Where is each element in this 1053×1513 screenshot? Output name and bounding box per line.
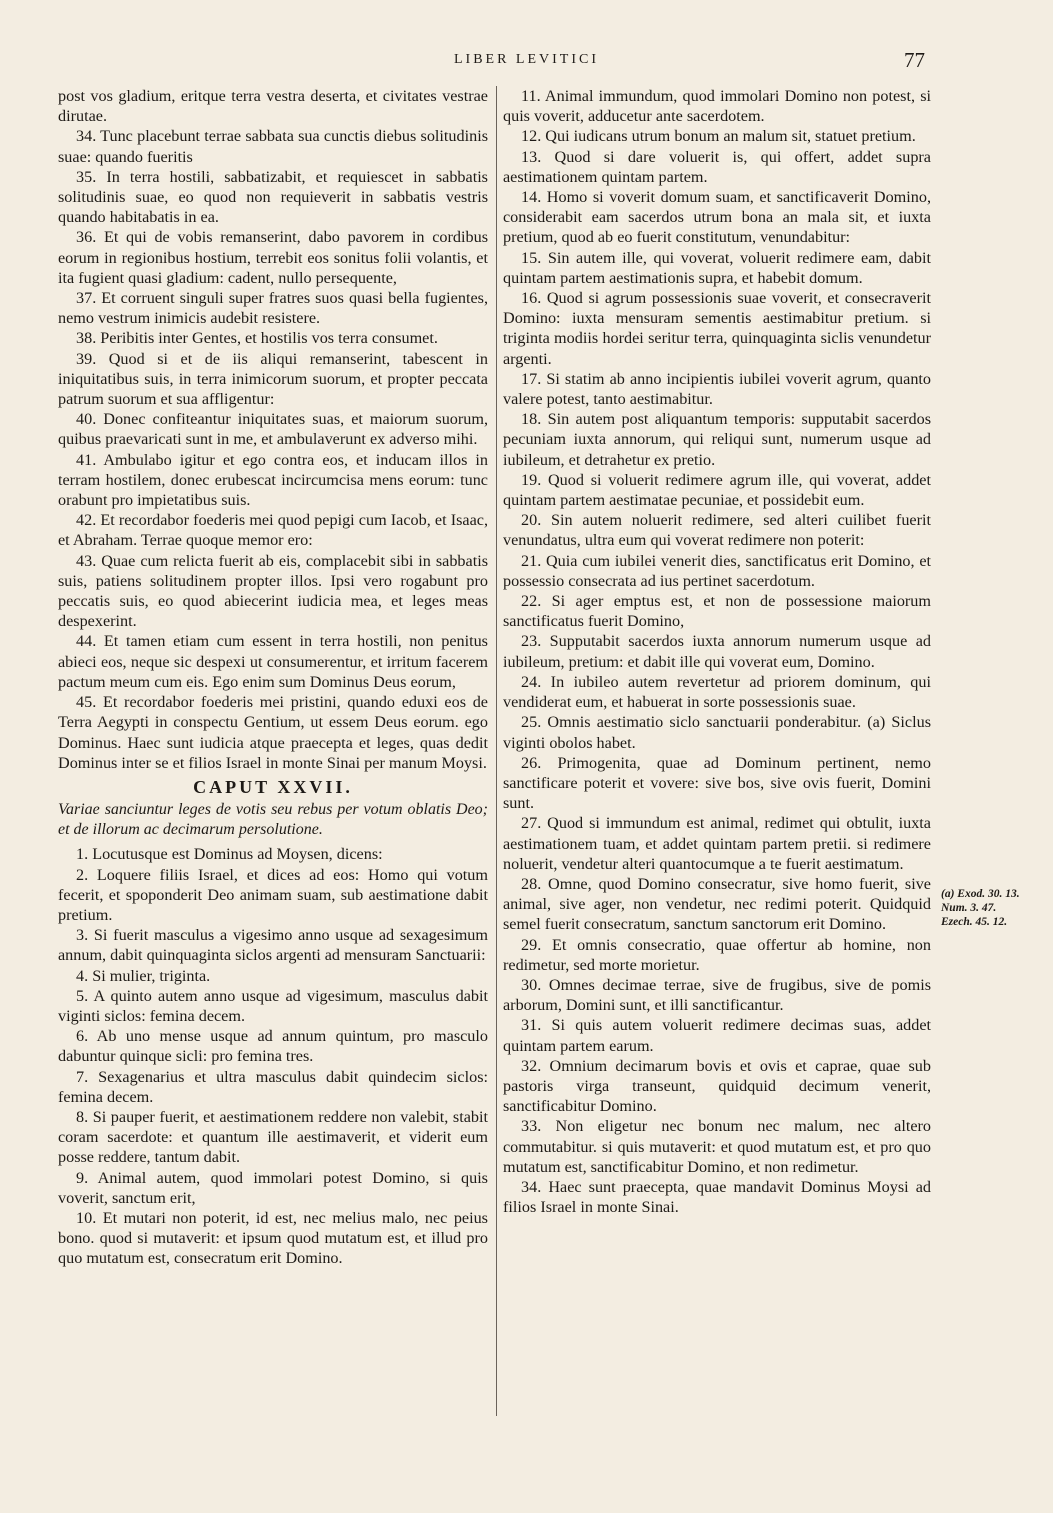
- right-column: [503, 86, 931, 1217]
- verse-paragraph: 4. Si mulier, triginta.: [76, 966, 211, 985]
- left-paragraphs-bottom: [58, 844, 488, 1268]
- verse-paragraph: 2. Loquere filiis Israel, et dices ad eos: Homo qui votum fecerit, et spoponderit Deo animam suam, sub aestimatione dabit pretium.: [58, 865, 488, 924]
- verse-paragraph: 23. Supputabit sacerdos iuxta annorum numerum usque ad iubileum, pretium: et dabit ille qui voverat eum, Domino.: [503, 632, 931, 671]
- verse-paragraph: 9. Animal autem, quod immolari potest Domino, si quis voverit, sanctum erit,: [58, 1168, 488, 1207]
- chapter-summary: Variae sanciuntur leges de votis seu rebus per votum oblatis Deo; et de illorum ac decimarum persolutione.: [58, 800, 488, 839]
- verse-paragraph: 13. Quod si dare voluerit is, qui offert, addet supra aestimationem quintam partem.: [503, 147, 931, 186]
- verse-paragraph: 36. Et qui de vobis remanserint, dabo pavorem in cordibus eorum in regionibus hostium, terrebit eos sonitus folii volantis, et ita fugient quasi gladium: cadent, nullo persequente,: [58, 228, 488, 287]
- running-header: LIBER LEVITICI: [453, 52, 600, 67]
- column-divider: [496, 86, 497, 1416]
- verse-paragraph: 28. Omne, quod Domino consecratur, sive homo fuerit, sive animal, sive ager, non vendetur, nec redimi poterit. Quidquid semel fuerit consecratum, sanctum sanctorum erit Domino.: [503, 874, 931, 934]
- verse-paragraph: 27. Quod si immundum est animal, redimet qui obtulit, iuxta aestimationem tuam, et addet quintam partem pretii. si redimere noluerit, vendetur alteri quantocumque a te fuerit aestimatum.: [503, 814, 931, 873]
- verse-paragraph: 38. Peribitis inter Gentes, et hostilis vos terra consumet.: [76, 329, 438, 348]
- verse-paragraph: 37. Et corruent singuli super fratres suos quasi bella fugientes, nemo vestrum inimicis audebit resistere.: [58, 289, 488, 328]
- verse-paragraph: 15. Sin autem ille, qui voverat, voluerit redimere eam, dabit quintam partem aestimationis supra, et habebit domum.: [503, 248, 931, 287]
- verse-paragraph: 32. Omnium decimarum bovis et ovis et caprae, quae sub pastoris virga transeunt, quidquid decimum venerit, sanctificabitur Domino.: [503, 1056, 931, 1116]
- verse-paragraph: 12. Qui iudicans utrum bonum an malum sit, statuet pretium.: [521, 127, 916, 146]
- verse-paragraph: 18. Sin autem post aliquantum temporis: supputabit sacerdos pecuniam iuxta annorum, qui reliqui sunt, numerum usque ad iubileum, et detrahetur ex pretio.: [503, 410, 931, 469]
- verse-paragraph: 26. Primogenita, quae ad Dominum pertinent, nemo sanctificare poterit et vovere: sive bos, sive ovis fuerit, Domini sunt.: [503, 753, 931, 813]
- verse-paragraph: 34. Tunc placebunt terrae sabbata sua cunctis diebus solitudinis suae: quando fueritis: [58, 127, 488, 166]
- verse-paragraph: post vos gladium, eritque terra vestra deserta, et civitates vestrae dirutae.: [58, 87, 488, 126]
- verse-paragraph: 42. Et recordabor foederis mei quod pepigi cum Iacob, et Isaac, et Abraham. Terrae quoque memor ero:: [58, 511, 488, 550]
- verse-paragraph: 16. Quod si agrum possessionis suae voverit, et consecraverit Domino: iuxta mensuram sementis aestimabitur pretium. si triginta modiis hordei seritur terra, quinquaginta siclis venundetur argenti.: [503, 289, 931, 368]
- verse-paragraph: 24. In iubileo autem revertetur ad priorem dominum, qui vendiderat eum, et habuerat in sorte possessionis suae.: [503, 672, 931, 712]
- verse-paragraph: 8. Si pauper fuerit, et aestimationem reddere non valebit, stabit coram sacerdote: et quantum ille aestimaverit, et viderit eum posse reddere, tantum dabit.: [58, 1107, 488, 1167]
- verse-paragraph: 7. Sexagenarius et ultra masculus dabit quindecim siclos: femina decem.: [58, 1067, 488, 1106]
- verse-paragraph: 34. Haec sunt praecepta, quae mandavit Dominus Moysi ad filios Israel in monte Sinai.: [503, 1177, 931, 1217]
- verse-paragraph: 11. Animal immundum, quod immolari Domino non potest, si quis voverit, adducetur ante sacerdotem.: [503, 87, 931, 126]
- marginal-reference-note: (a) Exod. 30. 13. Num. 3. 47. Ezech. 45. 12.: [941, 888, 1020, 928]
- verse-paragraph: 43. Quae cum relicta fuerit ab eis, complacebit sibi in sabbatis suis, patiens solitudinem propter illos. Ipsi vero rogabunt pro peccatis suis, eo quod abiecerint iudicia mea, et leges meas despexerint.: [58, 551, 488, 631]
- verse-paragraph: 5. A quinto autem anno usque ad vigesimum, masculus dabit viginti siclos: femina decem.: [58, 986, 488, 1025]
- chapter-heading: CAPUT XXVII.: [193, 776, 353, 797]
- verse-paragraph: 10. Et mutari non poterit, id est, nec melius malo, nec peius bono. quod si mutaverit: et ipsum quod mutatum est, et illud pro quo mutatum est, consecratum erit Domino.: [58, 1208, 488, 1268]
- verse-paragraph: 29. Et omnis consecratio, quae offertur ab homine, non redimetur, sed morte morietur.: [503, 935, 931, 974]
- left-column: [58, 86, 488, 1269]
- verse-paragraph: 19. Quod si voluerit redimere agrum ille, qui voverat, addet quintam partem aestimatae pecuniae, et possidebit eum.: [503, 470, 931, 510]
- verse-paragraph: 20. Sin autem noluerit redimere, sed alteri cuilibet fuerit venundatus, ultra eum qui voverat redimere non poterit:: [503, 511, 931, 550]
- left-paragraphs-top: [58, 86, 488, 773]
- verse-paragraph: 31. Si quis autem voluerit redimere decimas suas, addet quintam partem earum.: [503, 1016, 931, 1055]
- verse-paragraph: 30. Omnes decimae terrae, sive de frugibus, sive de pomis arborum, Domini sunt, et illi sanctificantur.: [503, 975, 931, 1015]
- page-number: 77: [904, 48, 925, 72]
- verse-paragraph: 35. In terra hostili, sabbatizabit, et requiescet in sabbatis solitudinis suae, eo quod non requieverit in sabbatis vestris quando habitabatis in ea.: [58, 167, 488, 227]
- verse-paragraph: 40. Donec confiteantur iniquitates suas, et maiorum suorum, quibus praevaricati sunt in me, et ambulaverunt ex adverso mihi.: [58, 410, 488, 449]
- verse-paragraph: 41. Ambulabo igitur et ego contra eos, et inducam illos in terram hostilem, donec erubescat incircumcisa mens eorum: tunc orabunt pro impietatibus suis.: [58, 450, 488, 510]
- verse-paragraph: 39. Quod si et de iis aliqui remanserint, tabescent in iniquitatibus suis, in terra inimicorum suorum, et propter peccata patrum suorum et sua affligentur:: [58, 349, 488, 409]
- verse-paragraph: 45. Et recordabor foederis mei pristini, quando eduxi eos de Terra Aegypti in conspectu Gentium, ut essem Deus eorum. ego Dominus. Haec sunt iudicia atque praecepta et leges, quas dedit Dominus inter se et filios Israel in monte Sinai per manum Moysi.: [58, 693, 488, 772]
- verse-paragraph: 3. Si fuerit masculus a vigesimo anno usque ad sexagesimum annum, dabit quinquaginta siclos argenti ad mensuram Sanctuarii:: [58, 926, 488, 965]
- verse-paragraph: 21. Quia cum iubilei venerit dies, sanctificatus erit Domino, et possessio consecrata ad ius pertinet sacerdotum.: [503, 551, 931, 590]
- verse-paragraph: 33. Non eligetur nec bonum nec malum, nec altero commutabitur. si quis mutaverit: et quod mutatum est, et pro quo mutatum est, sanctificabitur Domino, et non redimetur.: [503, 1117, 931, 1176]
- verse-paragraph: 14. Homo si voverit domum suam, et sanctificaverit Domino, considerabit eam sacerdos utrum bona an mala sit, et iuxta pretium, quod ab eo fuerit constitutum, venundabitur:: [503, 188, 931, 247]
- verse-paragraph: 44. Et tamen etiam cum essent in terra hostili, non penitus abieci eos, neque sic despexi ut consumerentur, et irritum facerem pactum meum cum eis. Ego enim sum Dominus Deus eorum,: [58, 632, 488, 691]
- verse-paragraph: 1. Locutusque est Dominus ad Moysen, dicens:: [76, 845, 383, 864]
- verse-paragraph: 22. Si ager emptus est, et non de possessione maiorum sanctificatus fuerit Domino,: [503, 592, 931, 631]
- verse-paragraph: 17. Si statim ab anno incipientis iubilei voverit agrum, quanto valere potest, tanto aestimabitur.: [503, 369, 931, 409]
- verse-paragraph: 6. Ab uno mense usque ad annum quintum, pro masculo dabuntur quinque sicli: pro femina tres.: [58, 1027, 488, 1066]
- verse-paragraph: 25. Omnis aestimatio siclo sanctuarii ponderabitur. (a) Siclus viginti obolos habet.: [503, 713, 931, 752]
